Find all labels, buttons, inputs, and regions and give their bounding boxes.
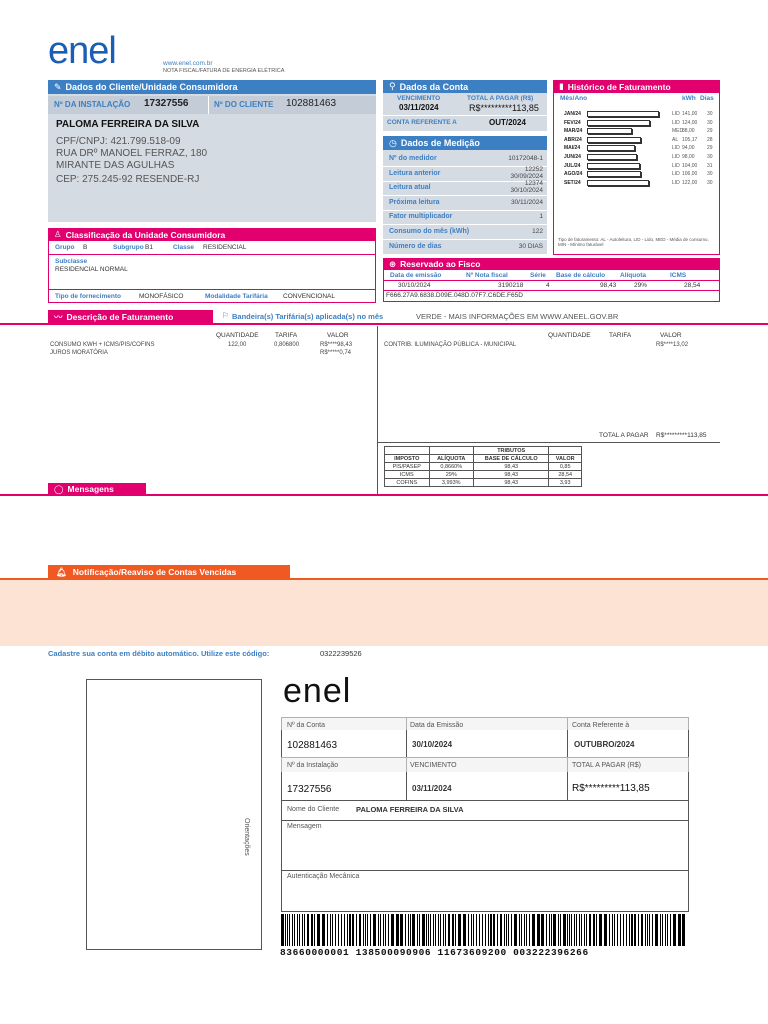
search-icon: ⚲: [389, 81, 396, 91]
faturamento-qtd: 122,00: [228, 342, 247, 348]
chart-days-label: 30: [707, 171, 713, 178]
faturamento-desc: JUROS MORATÓRIA: [50, 350, 108, 356]
tributos-header: VALOR: [549, 455, 582, 463]
medicao-label: Próxima leitura: [389, 198, 440, 206]
classificacao-header: ♙ Classificação da Unidade Consumidora: [48, 228, 376, 241]
medicao-value: 1: [539, 213, 543, 221]
faturamento-header: 〰 Descrição de Faturamento: [48, 310, 213, 323]
bandeira-label: Bandeira(s) Tarifária(s) aplicada(s) no mês: [232, 312, 384, 321]
fisco-col-value: 30/10/2024: [398, 282, 431, 289]
tributos-cell: PIS/PASEP: [385, 463, 430, 471]
stub-nome: PALOMA FERREIRA DA SILVA: [356, 805, 464, 814]
tributos-cell: COFINS: [385, 479, 430, 487]
fisco-col-value: 98,43: [600, 282, 617, 289]
chart-bar: [587, 128, 632, 134]
classificacao-panel: Grupo B Subgrupo B1 Classe RESIDENCIAL Subclasse RESIDENCIAL NORMAL Tipo de fornecimento MONOFÁSICO Modalidade Tarifária CONVENCIONAL: [48, 241, 376, 303]
tributos-cell: ICMS: [385, 471, 430, 479]
vencimento-value: 03/11/2024: [399, 103, 439, 112]
chart-data-label: 106,00: [682, 171, 698, 178]
client-address1: RUA DRº MANOEL FERRAZ, 180: [56, 148, 208, 159]
bandeira-value: VERDE - MAIS INFORMAÇÕES EM WWW.ANEEL.GOV.BR: [416, 312, 619, 321]
client-address2: MIRANTE DAS AGULHAS: [56, 160, 175, 171]
chart-days-label: 30: [707, 179, 713, 186]
chart-bar: [587, 145, 635, 151]
chart-bar: [587, 120, 650, 126]
total-label: TOTAL A PAGAR: [599, 432, 649, 439]
faturamento-valor: R$****13,02: [656, 342, 689, 348]
chart-bar: [587, 180, 649, 186]
chart-data-label: 88,00: [682, 128, 695, 135]
chart-bar: [587, 137, 641, 143]
chart-bar-type: AL: [672, 136, 679, 143]
stub-emissao: 30/10/2024: [412, 740, 453, 749]
person-icon: ♙: [54, 229, 62, 239]
trend-icon: 〰: [54, 311, 63, 322]
mensagens-header: ◯ Mensagens: [48, 483, 146, 495]
tributos-cell: 0,8660%: [429, 463, 473, 471]
site-url: www.enel.com.br: [163, 60, 213, 67]
referente-value: OUT/2024: [489, 118, 526, 127]
cliente-panel: Nº DA INSTALAÇÃO 17327556 Nº DO CLIENTE 102881463 PALOMA FERREIRA DA SILVA CPF/CNPJ: 421.799.518-09 RUA DRº MANOEL FERRAZ, 180 MIRANTE DAS AGULHAS CEP: 275.245-92 RESENDE-RJ: [48, 94, 376, 222]
chart-days-label: 30: [707, 111, 713, 117]
medicao-date: 30/10/2024: [510, 187, 543, 195]
chart-tick-label: JUL/24: [564, 162, 581, 169]
debito-text: Cadastre sua conta em débito automático. Utilize este código:: [48, 649, 270, 658]
chart-tick-label: ABR/24: [564, 136, 582, 143]
chart-days-label: 30: [707, 119, 713, 126]
cliente-value: 102881463: [286, 98, 337, 109]
medicao-value: 12252: [524, 165, 543, 173]
medicao-value: 10172048-1: [508, 155, 543, 162]
chart-data-label: 94,00: [682, 145, 695, 152]
clock-icon: ◷: [389, 137, 397, 148]
fisco-col-value: 3190218: [498, 282, 524, 289]
chart-bar: [587, 154, 637, 160]
conta-header: ⚲ Dados da Conta: [383, 80, 547, 93]
tributos-header: ALÍQUOTA: [429, 455, 473, 463]
chart-days-label: 28: [707, 136, 713, 143]
fisco-col-value: 4: [546, 282, 550, 289]
tributos-cell: 29%: [429, 471, 473, 479]
fisco-col-header: Alíquota: [620, 272, 646, 279]
total-value-fat: R$*********113,85: [656, 432, 707, 439]
fisco-col-header: Nº Nota fiscal: [466, 272, 508, 279]
faturamento-tarifa: 0,806800: [274, 342, 300, 348]
stub-total: R$*********113,85: [572, 783, 650, 794]
seal-icon: ⊛: [389, 258, 397, 269]
historico-panel: Mês/Ano kWh Dias Tipo de faturamento: AL - Autoleitura, LID - Lido, MED - Média de consumo, MIN - Mínimo faturável JAN/24 LID 141,00 30 FEV/24 LID 124,00 30 MAR/24 MED 88,00 29 ABR/24 AL 105,17 28 MAI/24 LID 94,00 29 JUN/24 LID 98,00 30 JUL/24 LID 104,00 31 AGO/24 LID 106,00 30 SET/24 LID 122,00 30: [553, 93, 720, 255]
chart-tick-label: JUN/24: [564, 154, 581, 160]
barcode-digits: 83660000001 138500090906 11673609200 003222396266: [280, 947, 589, 958]
medicao-panel: [383, 150, 547, 254]
tributos-line: [377, 442, 720, 443]
chart-bar-type: LID: [672, 171, 680, 178]
stub-vencimento: 03/11/2024: [412, 784, 452, 793]
chart-data-label: 105,17: [682, 136, 698, 143]
tributos-cell: 3,93: [549, 479, 582, 487]
orientacoes-label: Orientações: [243, 818, 250, 856]
medicao-label: Fator multiplicador: [389, 213, 453, 221]
tributos-header: IMPOSTO: [385, 455, 430, 463]
medicao-label: Leitura atual: [389, 184, 431, 192]
chart-tick-label: MAI/24: [564, 145, 581, 152]
historico-header: ▮ Histórico de Faturamento: [553, 80, 720, 93]
faturamento-desc: CONTRIB. ILUMINAÇÃO PÚBLICA - MUNICIPAL: [384, 342, 517, 348]
chart-days-label: 29: [707, 145, 713, 152]
faturamento-desc: CONSUMO KWH + ICMS/PIS/COFINS: [50, 342, 155, 348]
medicao-label: Leitura anterior: [389, 169, 441, 177]
pencil-icon: ✎: [54, 81, 62, 92]
enel-logo: enel: [48, 30, 116, 72]
chart-bar: [587, 171, 641, 177]
chart-bar-type: MED: [672, 128, 684, 135]
chart-data-label: 122,00: [682, 179, 698, 186]
faturamento-right: [384, 342, 720, 372]
tributos-header: BASE DE CÁLCULO: [473, 455, 548, 463]
stub-logo: enel: [283, 672, 352, 710]
chart-bar-type: LID: [672, 154, 680, 160]
orientacoes-box: [86, 679, 262, 950]
tributos-cell: 3,993%: [429, 479, 473, 487]
chart-tick-label: SET/24: [564, 179, 581, 186]
fisco-col-value: 28,54: [684, 282, 701, 289]
fisco-col-header: Base de cálculo: [556, 272, 606, 279]
chart-tick-label: MAR/24: [564, 128, 583, 135]
medicao-date: 30/09/2024: [510, 172, 543, 180]
client-cep: CEP: 275.245-92 RESENDE-RJ: [56, 174, 200, 185]
faturamento-divider: [377, 326, 378, 494]
chart-days-label: 30: [707, 154, 713, 160]
faturamento-valor: R$****98,43: [320, 342, 353, 348]
fisco-col-header: ICMS: [670, 272, 687, 279]
chart-data-label: 98,00: [682, 154, 695, 160]
medicao-value: 30 DIAS: [518, 242, 543, 250]
tributos-table: [384, 446, 584, 487]
chart-bar: [587, 163, 640, 169]
chart-data-label: 124,00: [682, 119, 698, 126]
tributos-cell: 98,43: [473, 471, 548, 479]
stub-referente: OUTUBRO/2024: [574, 740, 635, 749]
faturamento-valor: R$*****0,74: [320, 350, 352, 356]
conta-panel: VENCIMENTO 03/11/2024 TOTAL A PAGAR (R$) R$*********113,85 CONTA REFERENTE A OUT/2024: [383, 93, 547, 131]
faturamento-rule: [0, 323, 768, 325]
debito-code: 0322239526: [320, 649, 362, 658]
chart-bar-type: LID: [672, 145, 680, 152]
bar-chart-icon: ▮: [559, 81, 564, 91]
chart-bar-type: LID: [672, 179, 680, 186]
tributos-cell: 0,85: [549, 463, 582, 471]
faturamento-left: [48, 342, 368, 372]
tributos-cell: 28,54: [549, 471, 582, 479]
stub-conta: 102881463: [287, 740, 338, 751]
fisco-panel: [383, 270, 720, 302]
fisco-col-header: Data de emissão: [390, 272, 442, 279]
medicao-label: Nº do medidor: [389, 155, 437, 162]
chart-data-label: 141,00: [682, 111, 698, 117]
chart-days-label: 29: [707, 128, 713, 135]
fisco-col-value: 29%: [634, 282, 648, 289]
stub-instalacao: 17327556: [287, 784, 332, 795]
medicao-label: Número de dias: [389, 242, 442, 250]
tributos-title: TRIBUTOS: [473, 447, 548, 455]
chart-data-label: 104,00: [682, 162, 698, 169]
medicao-label: Consumo do mês (kWh): [389, 228, 470, 235]
cliente-header: ✎ Dados do Cliente/Unidade Consumidora: [48, 80, 376, 94]
medicao-value: 12374: [524, 180, 543, 188]
chart-tick-label: JAN/24: [564, 111, 581, 117]
tributos-cell: 98,43: [473, 479, 548, 487]
chat-icon: ◯: [54, 483, 64, 494]
barcode: [281, 914, 689, 946]
bell-icon: 🔔︎: [56, 566, 67, 577]
tributos-cell: 98,43: [473, 463, 548, 471]
instalacao-value: 17327556: [144, 98, 189, 109]
chart-bar-type: LID: [672, 162, 680, 169]
chart-tick-label: AGO/24: [564, 171, 583, 178]
doc-subtitle: NOTA FISCAL/FATURA DE ENERGIA ELÉTRICA: [163, 68, 285, 74]
notificacao-panel: [0, 580, 768, 646]
total-value: R$*********113,85: [469, 103, 539, 113]
client-cpf: CPF/CNPJ: 421.799.518-09: [56, 136, 181, 147]
medicao-value: 122: [532, 228, 543, 235]
flag-icon: ⚐: [222, 311, 230, 320]
historico-footnote: Tipo de faturamento: AL - Autoleitura, LID - Lido, MED - Média de consumo, MIN - Mínimo faturável: [558, 237, 709, 247]
fisco-header: ⊛ Reservado ao Fisco: [383, 258, 720, 270]
chart-bar-type: LID: [672, 119, 680, 126]
chart-bar: [587, 111, 659, 117]
notificacao-header: 🔔︎ Notificação/Reaviso de Contas Vencidas: [48, 565, 290, 579]
client-name: PALOMA FERREIRA DA SILVA: [56, 119, 200, 130]
medicao-header: ◷ Dados de Medição: [383, 136, 547, 150]
medicao-value: 30/11/2024: [510, 198, 543, 206]
chart-bar-type: LID: [672, 111, 680, 117]
fisco-hash: F666.27A9.6838.D09E.048D.07F7.C6DE.F65D: [386, 292, 523, 299]
chart-days-label: 31: [707, 162, 713, 169]
chart-tick-label: FEV/24: [564, 119, 581, 126]
fisco-col-header: Série: [530, 272, 546, 279]
